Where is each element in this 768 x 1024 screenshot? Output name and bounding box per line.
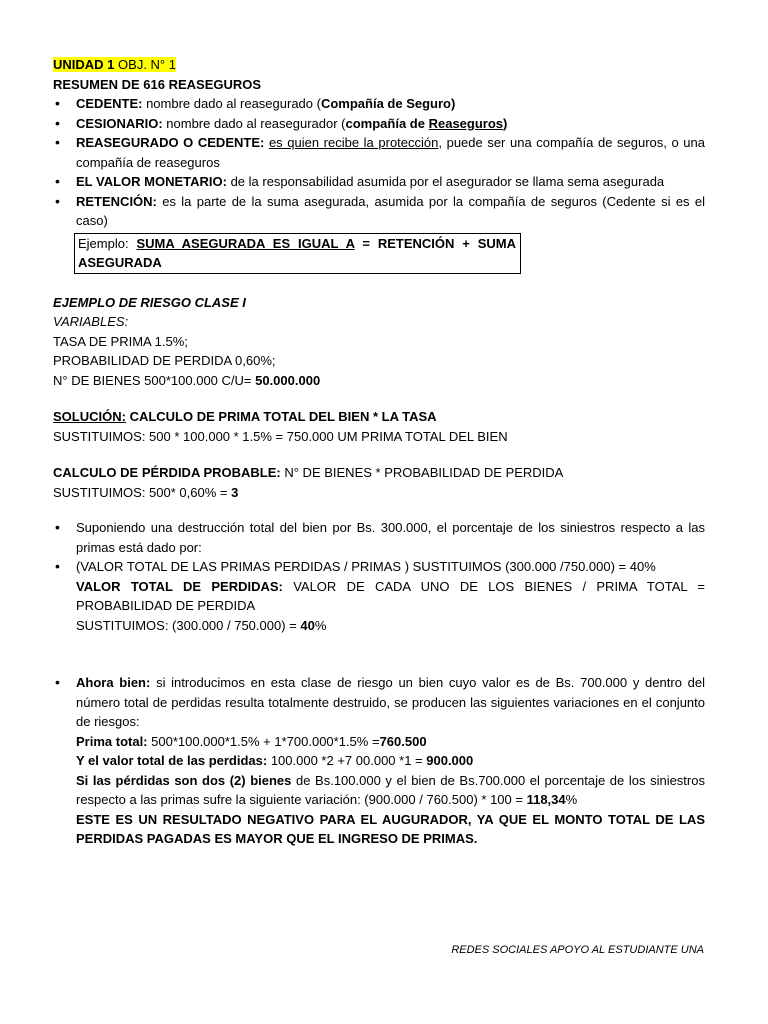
- footer-note: REDES SOCIALES APOYO AL ESTUDIANTE UNA: [451, 944, 704, 956]
- risk-example-title: EJEMPLO DE RIESGO CLASE I: [53, 294, 246, 310]
- unit-heading: [53, 55, 705, 75]
- variation-list: [53, 673, 705, 732]
- premium-total-line: Prima total: 500*100.000*1.5% + 1*700.000*1.5% =760.500: [76, 733, 427, 749]
- variable-bienes: N° DE BIENES 500*100.000 C/U= 50.000.000: [53, 372, 321, 388]
- variables-label: VARIABLES:: [53, 314, 129, 329]
- definition-valor-monetario: • EL VALOR MONETARIO: de la responsabilidad asumida por el asegurador se llama sema asegurada: [53, 172, 705, 192]
- definition-retencion: • RETENCIÓN: es la parte de la suma asegurada, asumida por la compañía de seguros (Cedente si es el caso): [53, 192, 705, 231]
- assumption-item: • Suponiendo una destrucción total del bien por Bs. 300.000, el porcentaje de los siniestros respecto a las primas está dado por:: [53, 518, 705, 557]
- solution-heading: SOLUCIÓN: CALCULO DE PRIMA TOTAL DEL BIEN * LA TASA: [53, 409, 437, 424]
- variable-probabilidad: PROBABILIDAD DE PERDIDA 0,60%;: [53, 353, 276, 368]
- definition-cesionario: • CESIONARIO: nombre dado al reasegurador (compañía de Reaseguros): [53, 114, 705, 134]
- definition-cedente: • CEDENTE: nombre dado al reasegurado (Compañía de Seguro): [53, 94, 705, 114]
- definitions-list: [53, 94, 705, 231]
- loss-line: SUSTITUIMOS: 500* 0,60% = 3: [53, 484, 239, 500]
- loss-heading: CALCULO DE PÉRDIDA PROBABLE: N° DE BIENES * PROBABILIDAD DE PERDIDA: [53, 465, 564, 480]
- two-losses-line: Si las pérdidas son dos (2) bienes de Bs.100.000 y el bien de Bs.700.000 el porcentaje de los siniestros respecto a las primas sufre la siguiente variación: (900.000 / 760.500) * 100 = 118,34%: [76, 772, 705, 807]
- unit-label: UNIDAD 1: [53, 57, 115, 72]
- solution-line: SUSTITUIMOS: 500 * 100.000 * 1.5% = 750.000 UM PRIMA TOTAL DEL BIEN: [53, 428, 508, 444]
- losses-total-line: Y el valor total de las perdidas: 100.000 *2 +7 00.000 *1 = 900.000: [76, 753, 474, 768]
- variation-item: • Ahora bien: si introducimos en esta clase de riesgo un bien cuyo valor es de Bs. 700.000 y dentro del número total de perdidas resulta totalmente destruido, se producen las siguientes variaciones en el conjunto de riesgos:: [53, 673, 705, 732]
- formula-item: • (VALOR TOTAL DE LAS PRIMAS PERDIDAS / PRIMAS ) SUSTITUIMOS (300.000 /750.000) = 40%: [53, 557, 705, 577]
- summary-title: RESUMEN DE 616 REASEGUROS: [53, 76, 262, 92]
- variable-tasa: TASA DE PRIMA 1.5%;: [53, 333, 188, 349]
- substitution-line: SUSTITUIMOS: (300.000 / 750.000) = 40%: [76, 617, 327, 633]
- objective-label: OBJ. N° 1: [118, 57, 176, 72]
- total-losses-line: VALOR TOTAL DE PERDIDAS: VALOR DE CADA UNO DE LOS BIENES / PRIMA TOTAL = PROBABILIDAD DE PERDIDA: [76, 578, 706, 613]
- document-content: [53, 55, 705, 849]
- conclusion: ESTE ES UN RESULTADO NEGATIVO PARA EL AUGURADOR, YA QUE EL MONTO TOTAL DE LAS PERDIDAS PAGADAS ES MAYOR QUE EL INGRESO DE PRIMAS.: [76, 811, 705, 846]
- example-box: Ejemplo: SUMA ASEGURADA ES IGUAL A = RETENCIÓN + SUMA ASEGURADA: [74, 233, 521, 274]
- definition-reasegurado: • REASEGURADO O CEDENTE: es quien recibe la protección, puede ser una compañía de seguros, o una compañía de reaseguros: [53, 133, 705, 172]
- assumption-list: [53, 518, 705, 577]
